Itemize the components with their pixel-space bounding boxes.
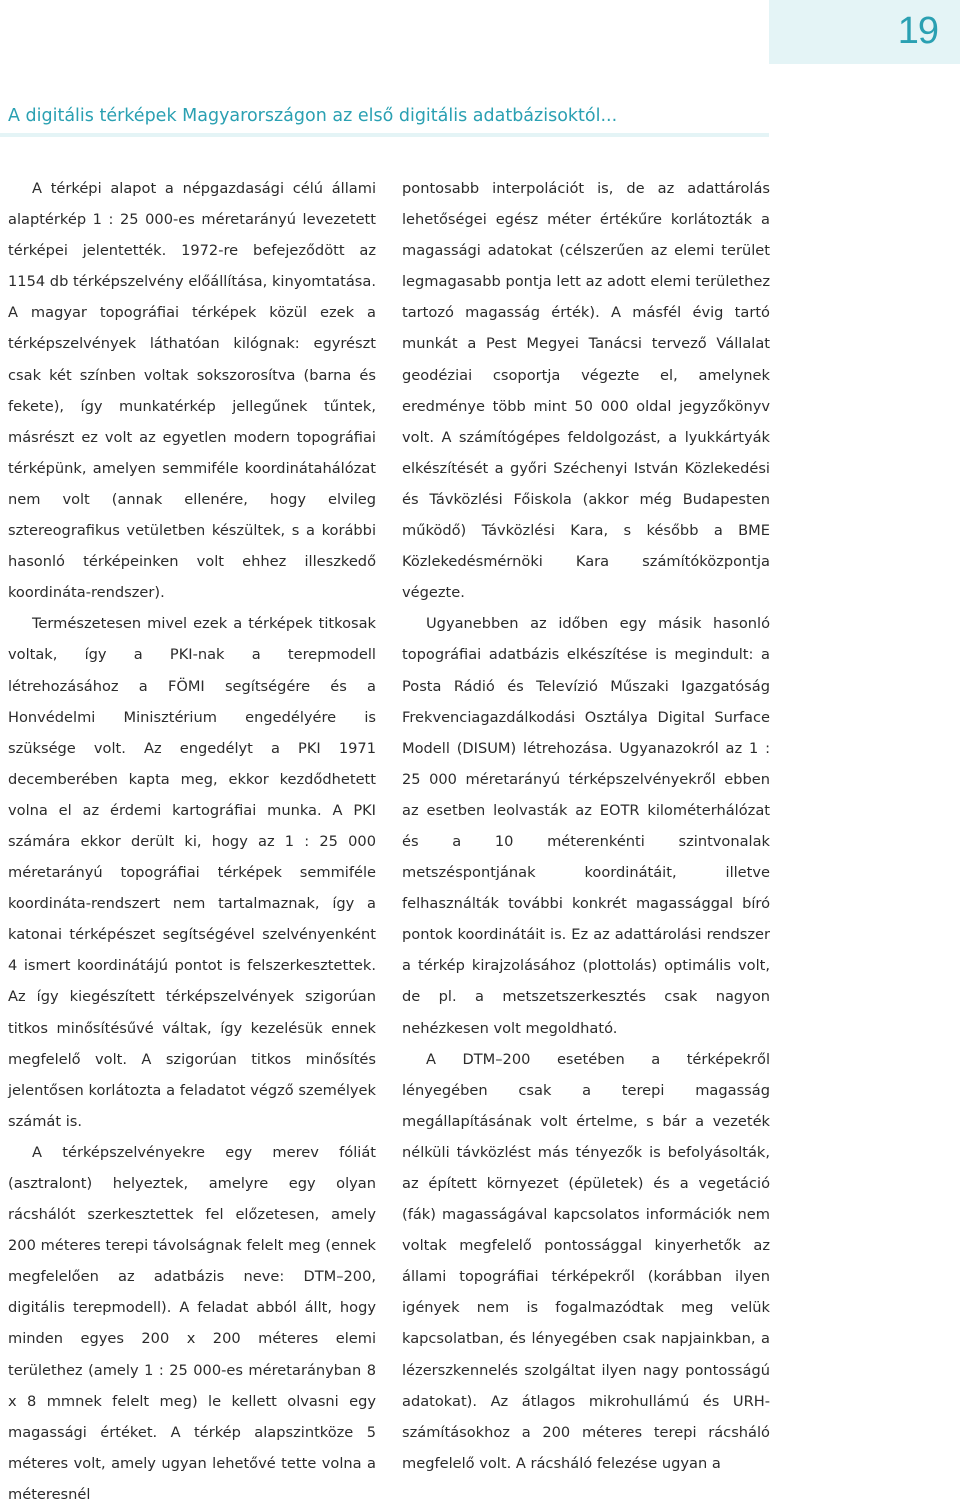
paragraph: A térképszelvényekre egy merev fóliát (asztralont) helyeztek, amelyre egy olyan rácshálót szerkesztettek fel előzetesen, amely 200 méteres terepi távolságnak felelt meg (ennek megfelelően az adatbázis neve: DTM–200, digitális terepmodell). A feladat abból állt, hogy minden egyes 200 x 200 méteres elemi területhez (amely 1 : 25 000-es méretarányban 8 x 8 mmnek felelt meg) le kellett olvasni egy magassági értéket. A térkép alapszintköze 5 méteres volt, amely ugyan lehetővé tette volna a méteresnél (8, 1143, 376, 1503)
page-number: 19 (897, 10, 938, 52)
paragraph: pontosabb interpolációt is, de az adattárolás lehetőségei egész méter értékűre korlátozták a magassági adatokat (célszerűen az elemi terület legmagasabb pontja lett az adott elemi területhez tartozó magasság érték). A másfél évig tartó munkát a Pest Megyei Tanácsi tervező Vállalat geodéziai csoportja végezte el, amelynek eredménye több mint 50 000 oldal jegyzőkönyv volt. A számítógépes feldolgozást, a lyukkártyák elkészítését a győri Széchenyi István Közlekedési és Távközlési Főiskola (akkor még Budapesten működő) Távközlési Kara, s később a BME Közlekedésmérnöki Kara számítóközpontja végezte. (402, 180, 770, 602)
right-column (402, 173, 770, 1479)
paragraph: A DTM–200 esetében a térképekről lényegében csak a terepi magasság megállapításának volt értelme, s bár a vezeték nélküli távközlést más tényezők is befolyásolták, az épített környezet (épületek) és a vegetáció (fák) magasságával kapcsolatos információk nem voltak megfelelő pontossággal kinyerhetők az állami topográfiai térképekről (korábban ilyen igények nem is fogalmazódtak meg velük kapcsolatban, és lényegében csak napjainkban, a lézerszkennelés szolgáltat ilyen nagy pontosságú adatokat). Az átlagos mikrohullámú és URH-számításokhoz a 200 méteres terepi rácsháló megfelelő volt. A rácsháló felezése ugyan a (402, 1050, 770, 1472)
paragraph: Ugyanebben az időben egy másik hasonló topográfiai adatbázis elkészítése is megindult: a Posta Rádió és Televízió Műszaki Igazgatóság Frekvenciagazdálkodási Osztálya Digital Surface Modell (DISUM) létrehozása. Ugyanazokról az 1 : 25 000 méretarányú térképszelvényekről ebben az esetben leolvasták az EOTR kilométerhálózat és a 10 méterenkénti szintvonalak metszéspontjának koordinátáit, illetve felhasználták további konkrét magassággal bíró pontok koordinátáit is. Ez az adattárolási rendszer a térkép kirajzolásához (plottolás) optimális volt, de pl. a metszetszerkesztés csak nagyon nehézkesen volt megoldható. (402, 615, 770, 1037)
paragraph: Természetesen mivel ezek a térképek titkosak voltak, így a PKI-nak a terepmodell létrehozásához a FÖMI segítségére és a Honvédelmi Minisztérium engedélyére is szüksége volt. Az engedélyt a PKI 1971 decemberében kapta meg, ekkor kezdődhetett volna el az érdemi kartográfiai munka. A PKI számára ekkor derült ki, hogy az 1 : 25 000 méretarányú topográfiai térképek semmiféle koordináta-rendszert nem tartalmaznak, így a katonai térképészet segítségével szelvényenként 4 ismert koordinátájú pontot is felszerkesztettek. Az így kiegészített térképszelvények szigorúan titkos minősítésűvé váltak, így kezelésük ennek megfelelő volt. A szigorúan titkos minősítés jelentősen korlátozta a feladatot végző személyek számát is. (8, 615, 376, 1130)
left-column (8, 173, 376, 1510)
paragraph: A térképi alapot a népgazdasági célú állami alaptérkép 1 : 25 000-es méretarányú levezetett térképei jelentették. 1972-re befejeződött az 1154 db térképszelvény előállítása, kinyomtatása. A magyar topográfiai térképek közül ezek a térképszelvények láthatóan kilógnak: egyrészt csak két színben voltak sokszorosítva (barna és fekete), így munkatérkép jellegűnek tűntek, másrészt ez volt az egyetlen modern topográfiai térképünk, amelyen semmiféle koordinátahálózat nem volt (annak ellenére, hogy elvileg sztereografikus vetületben készültek, s a korábbi hasonló térképeinken volt ehhez illeszkedő koordináta-rendszer). (8, 180, 376, 602)
running-header: A digitális térképek Magyarországon az első digitális adatbázisoktól... (8, 106, 618, 126)
header-rule (0, 133, 769, 137)
